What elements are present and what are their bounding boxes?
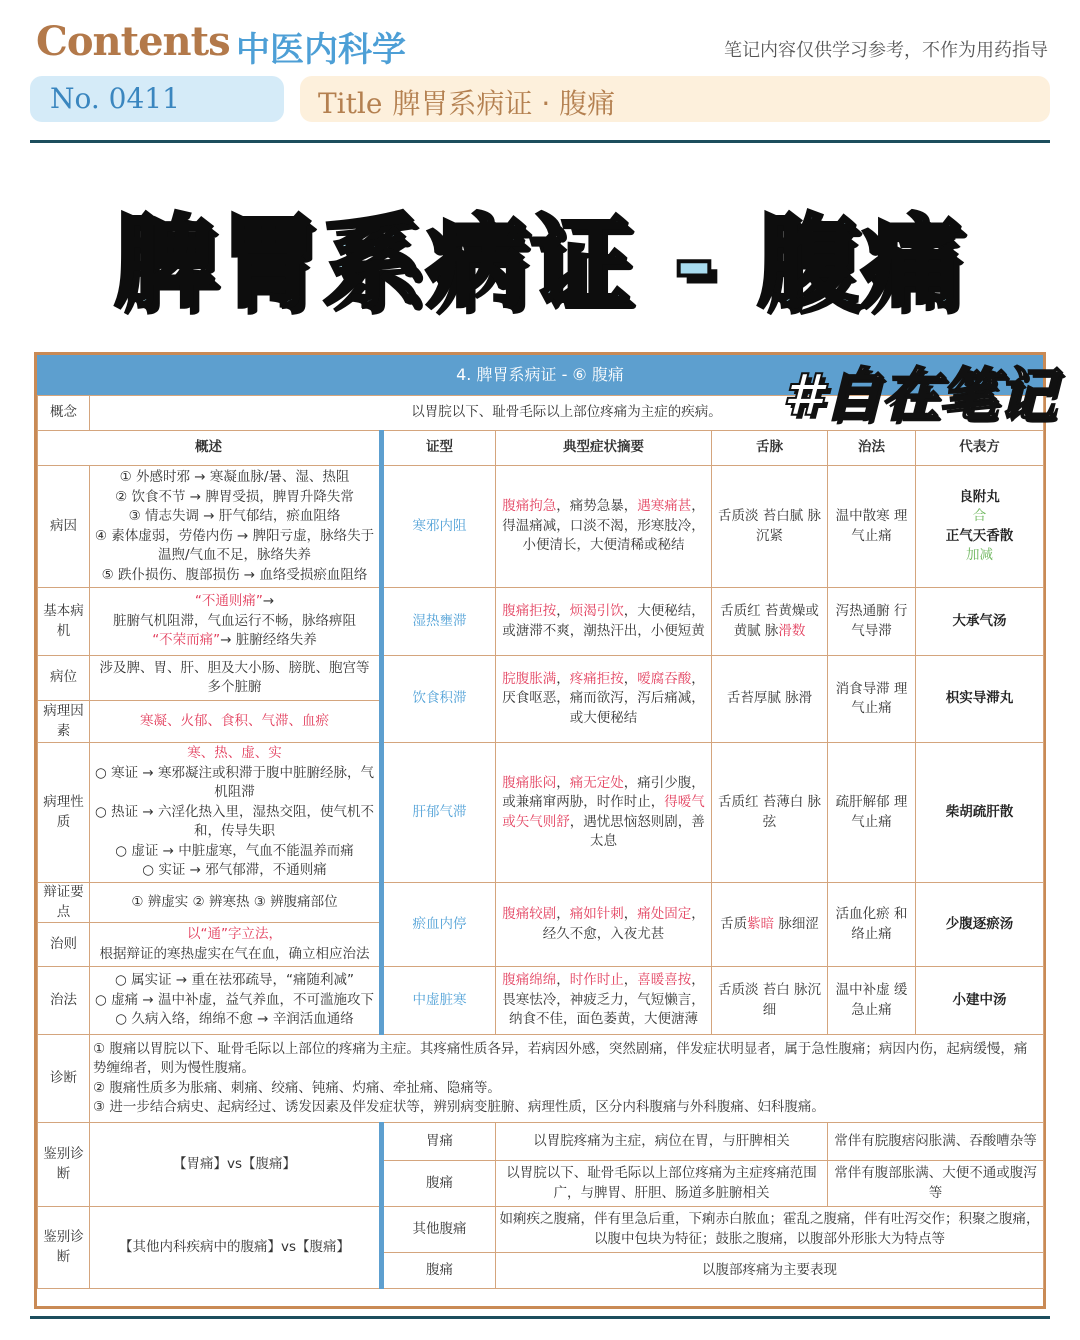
- syndrome-formula: 小建中汤: [916, 967, 1044, 1035]
- list-item: ② 饮食不节 → 脾胃受损，脾胃升降失常: [115, 488, 354, 505]
- differentiation-text: ① 辨虚实 ② 辨寒热 ③ 辨腹痛部位: [90, 883, 382, 923]
- principle-label: 治则: [38, 923, 90, 967]
- key-symptom: 腹痛较剧: [502, 906, 557, 922]
- symptom-text: ，厌食呕恶，痛而欲泻，泻后痛减，或大便秘结: [502, 670, 705, 726]
- header-symptoms: 典型症状摘要: [496, 431, 712, 466]
- header-divider: [30, 140, 1050, 143]
- formula-connector: 合: [972, 508, 987, 524]
- list-item: ③ 情志失调 → 肝气郁结，瘀血阻络: [128, 508, 341, 524]
- list-item: ○ 属实证 → 重在祛邪疏导，“痛随利减”: [115, 972, 354, 989]
- differential-label: 鉴别诊断: [38, 1207, 90, 1289]
- syndrome-type: 肝郁气滞: [382, 743, 496, 883]
- symptom-text: ，经久不愈，入夜尤甚: [542, 906, 705, 942]
- tongue-text: 脉细涩: [774, 915, 819, 932]
- key-symptom: 腹痛拘急: [502, 498, 557, 515]
- notes-table-frame: [34, 352, 1055, 1309]
- tongue-key: 滑数: [778, 622, 806, 639]
- syndrome-type: 湿热壅滞: [382, 588, 496, 656]
- syndrome-symptoms: [496, 883, 712, 967]
- list-item: ① 外感时邪 → 寒凝血脉/暑、湿、热阻: [119, 469, 350, 485]
- concept-text: 以胃脘以下、耻骨毛际以上部位疼痛为主症的疾病。: [90, 396, 1044, 431]
- list-item: ③ 进一步结合病史、起病经过、诱发因素及伴发症状等，辨别病变脏腑、病理性质，区分内科腹痛与外科腹痛、妇科腹痛。: [93, 1099, 825, 1115]
- syndrome-symptoms: [496, 588, 712, 656]
- header-tongue: 舌脉: [712, 431, 828, 466]
- disclaimer-note: 笔记内容仅供学习参考，不作为用药指导: [724, 40, 1048, 61]
- table-row: [38, 743, 1044, 883]
- concept-label: 概念: [38, 396, 90, 431]
- differential-feature: 如痢疾之腹痛，伴有里急后重，下痢赤白脓血；霍乱之腹痛，伴有吐泻交作；积聚之腹痛，以腹中包块为特征；鼓胀之腹痛，以腹部外形胀大为特点等: [496, 1207, 1044, 1253]
- syndrome-formula: [916, 466, 1044, 588]
- syndrome-therapy: 活血化瘀 和络止痛: [828, 883, 916, 967]
- note-number-value: 0411: [108, 82, 180, 115]
- treatment-text: [90, 967, 382, 1035]
- differential-title: 【胃痛】vs【腹痛】: [90, 1123, 382, 1207]
- symptom-text: ，大便秘结，或溏滞不爽，潮热汗出，小便短黄: [502, 603, 705, 639]
- syndrome-therapy: 疏肝解郁 理气止痛: [828, 743, 916, 883]
- syndrome-formula: 少腹逐瘀汤: [916, 883, 1044, 967]
- key-symptom: 脘腹胀满: [502, 670, 557, 687]
- notes-table: [37, 395, 1044, 1289]
- formula-name: 正气天香散: [945, 527, 1014, 544]
- syndrome-tongue: 舌质淡 苔白腻 脉沉紧: [712, 466, 828, 588]
- syndrome-type: 中虚脏寒: [382, 967, 496, 1035]
- syndrome-therapy: 泻热通腑 行气导滞: [828, 588, 916, 656]
- table-row: [38, 588, 1044, 656]
- nature-label: 病理性质: [38, 743, 90, 883]
- header-therapy: 治法: [828, 431, 916, 466]
- syndrome-symptoms: [496, 743, 712, 883]
- key-symptom: 腹痛拒按: [502, 603, 557, 619]
- list-item: ⑤ 跌仆损伤、腹部损伤 → 血络受损瘀血阻络: [101, 566, 368, 583]
- key-symptom: 得嗳气或矢气则舒: [502, 794, 705, 830]
- cause-label: 病因: [38, 466, 90, 588]
- mechanism-key: “不荣而痛”: [152, 632, 221, 649]
- syndrome-type: 瘀血内停: [382, 883, 496, 967]
- formula-name: 良附丸: [959, 488, 1000, 505]
- key-symptom: 嗳腐吞酸: [637, 670, 692, 687]
- note-number-label: No.: [50, 82, 100, 115]
- table-row: [38, 883, 1044, 923]
- syndrome-type: 寒邪内阻: [382, 466, 496, 588]
- footer-divider: [30, 1316, 1050, 1319]
- key-symptom: 腹痛绵绵: [502, 972, 557, 989]
- list-item: ① 腹痛以胃脘以下、耻骨毛际以上部位的疼痛为主症。其疼痛性质各异，若病因外感，突然剧痛，伴发症状明显者，属于急性腹痛；病因内伤，起病缓慢，痛势缠绵者，则为慢性腹痛。: [93, 1040, 1028, 1076]
- key-symptom: 疼痛拒按: [569, 670, 624, 687]
- syndrome-therapy: 消食导滞 理气止痛: [828, 656, 916, 743]
- syndrome-formula: 枳实导滞丸: [916, 656, 1044, 743]
- symptom-text: ，痛引少腹，或兼痛窜两胁，时作时止，: [502, 774, 705, 810]
- note-title-value: 脾胃系病证 · 腹痛: [392, 87, 616, 120]
- syndrome-tongue: 舌苔厚腻 脉滑: [712, 656, 828, 743]
- tongue-text: 舌质红 苔黄燥或黄腻 脉: [720, 603, 819, 639]
- symptom-text: ，痛势急暴，: [556, 498, 638, 515]
- key-symptom: 遇寒痛甚: [637, 498, 692, 515]
- list-item: ○ 虚痛 → 温中补虚，益气养血，不可滥施攻下: [95, 991, 374, 1008]
- syndrome-formula: 大承气汤: [916, 588, 1044, 656]
- differential-feature: 以胃脘疼痛为主症，病位在胃，与肝脾相关: [496, 1123, 828, 1161]
- mechanism-detail: 脏腑气机阻滞，气血运行不畅，脉络痹阻: [113, 612, 356, 629]
- differentiation-label: 辩证要点: [38, 883, 90, 923]
- table-row: [38, 656, 1044, 701]
- differential-row: [38, 1207, 1044, 1253]
- symptom-text: ，得温痛减，口淡不渴，形寒肢冷，小便清长，大便清稀或秘结: [502, 498, 705, 554]
- key-symptom: 腹痛胀闷: [502, 774, 557, 791]
- principle-key: 以“通”字立法，: [187, 926, 282, 942]
- symptom-text: ，畏寒怯冷，神疲乏力，气短懒言，纳食不佳，面色萎黄，大便溏薄: [502, 972, 705, 1028]
- list-item: ④ 素体虚弱，劳倦内伤 → 脾阳亏虚，脉络失于温煦/气血不足，脉络失养: [94, 527, 375, 563]
- symptom-text: ，: [556, 906, 570, 922]
- brand-stamp: #自在笔记: [782, 361, 1055, 429]
- syndrome-tongue: 舌质红 苔薄白 脉弦: [712, 743, 828, 883]
- symptom-text: ，遇忧思恼怒则剧，善太息: [569, 813, 705, 849]
- key-symptom: 痛如针刺: [569, 906, 624, 922]
- header-formula: 代表方: [916, 431, 1044, 466]
- nature-head: 寒、热、虚、实: [187, 745, 282, 762]
- principle-detail: 根据辩证的寒热虚实在气在血，确立相应治法: [99, 945, 370, 962]
- differential-title: 【其他内科疾病中的腹痛】vs【腹痛】: [90, 1207, 382, 1289]
- nature-text: [90, 743, 382, 883]
- symptom-text: ，: [623, 906, 638, 922]
- mechanism-label: 基本病机: [38, 588, 90, 656]
- syndrome-therapy: 温中补虚 缓急止痛: [828, 967, 916, 1035]
- formula-modifier: 加减: [966, 547, 994, 563]
- differential-feature: 以腹部疼痛为主要表现: [496, 1253, 1044, 1289]
- syndrome-tongue: [712, 883, 828, 967]
- table-row: [38, 967, 1044, 1035]
- diagnosis-row: [38, 1035, 1044, 1123]
- key-symptom: 痛处固定: [637, 906, 692, 922]
- key-symptom: 痛无定处: [569, 774, 624, 791]
- header-type: 证型: [382, 431, 496, 466]
- location-label: 病位: [38, 656, 90, 701]
- symptom-text: ，: [623, 670, 638, 687]
- differential-accompany: 常伴有腹部胀满、大便不通或腹泻等: [828, 1161, 1044, 1207]
- location-text: 涉及脾、胃、肝、胆及大小肠、膀胱、胞宫等多个脏腑: [90, 656, 382, 701]
- list-item: ○ 虚证 → 中脏虚寒，气血不能温养而痛: [115, 842, 354, 859]
- differential-name: 腹痛: [382, 1161, 496, 1207]
- symptom-text: ，: [556, 972, 570, 989]
- syndrome-formula: 柴胡疏肝散: [916, 743, 1044, 883]
- list-item: ○ 久病入络，绵绵不愈 → 辛润活血通络: [115, 1011, 354, 1028]
- diagnosis-label: 诊断: [38, 1035, 90, 1123]
- differential-name: 胃痛: [382, 1123, 496, 1161]
- syndrome-type: 饮食积滞: [382, 656, 496, 743]
- note-title-pill: [300, 76, 1050, 122]
- table-banner: 4. 脾胃系病证 - ⑥ 腹痛: [37, 355, 1043, 395]
- syndrome-symptoms: [496, 656, 712, 743]
- symptom-text: ，: [556, 670, 570, 687]
- diagnosis-text: [90, 1035, 1044, 1123]
- header-row: [38, 431, 1044, 466]
- mechanism-text: [90, 588, 382, 656]
- mechanism-key: “不通则痛”: [194, 593, 263, 610]
- table-row: [38, 466, 1044, 588]
- syndrome-symptoms: [496, 967, 712, 1035]
- tongue-text: 舌质: [720, 915, 748, 932]
- differential-name: 其他腹痛: [382, 1207, 496, 1253]
- differential-feature: 以胃脘以下、耻骨毛际以上部位疼痛为主症疼痛范围广，与脾胃、肝胆、肠道多脏腑相关: [496, 1161, 828, 1207]
- key-symptom: 喜暖喜按: [637, 972, 692, 989]
- principle-text: [90, 923, 382, 967]
- treatment-label: 治法: [38, 967, 90, 1035]
- list-item: ② 腹痛性质多为胀痛、刺痛、绞痛、钝痛、灼痛、牵扯痛、隐痛等。: [93, 1079, 501, 1096]
- list-item: ○ 热证 → 六淫化热入里，湿热交阻，使气机不和，传导失职: [95, 803, 374, 840]
- note-number-pill: [30, 76, 284, 122]
- key-symptom: 烦渴引饮: [569, 603, 624, 619]
- header-overview: 概述: [38, 431, 382, 466]
- differential-row: [38, 1123, 1044, 1161]
- page-title: 脾胃系病证 - 腹痛: [114, 204, 966, 321]
- cause-text: [90, 466, 382, 588]
- differential-accompany: 常伴有脘腹痞闷胀满、吞酸嘈杂等: [828, 1123, 1044, 1161]
- symptom-text: ，: [623, 972, 638, 989]
- syndrome-tongue: 舌质淡 苔白 脉沉细: [712, 967, 828, 1035]
- symptom-text: ，: [556, 603, 570, 619]
- tongue-key: 紫暗: [747, 915, 775, 932]
- differential-name: 腹痛: [382, 1253, 496, 1289]
- list-item: ○ 实证 → 邪气郁滞，不通则痛: [142, 862, 327, 879]
- factor-text: 寒凝、火郁、食积、气滞、血瘀: [90, 701, 382, 743]
- mechanism-arrow: →: [262, 593, 275, 610]
- differential-label: 鉴别诊断: [38, 1123, 90, 1207]
- subject-title: 中医内科学: [236, 30, 406, 70]
- syndrome-therapy: 温中散寒 理气止痛: [828, 466, 916, 588]
- note-title-label: Title: [318, 87, 383, 120]
- symptom-text: ，: [556, 774, 570, 791]
- mechanism-detail: → 脏腑经络失养: [220, 632, 317, 649]
- factor-label: 病理因素: [38, 701, 90, 743]
- syndrome-symptoms: [496, 466, 712, 588]
- syndrome-tongue: [712, 588, 828, 656]
- key-symptom: 时作时止: [569, 972, 624, 989]
- contents-heading: Contents: [36, 18, 230, 65]
- list-item: ○ 寒证 → 寒邪凝注或积滞于腹中脏腑经脉，气机阻滞: [95, 764, 374, 801]
